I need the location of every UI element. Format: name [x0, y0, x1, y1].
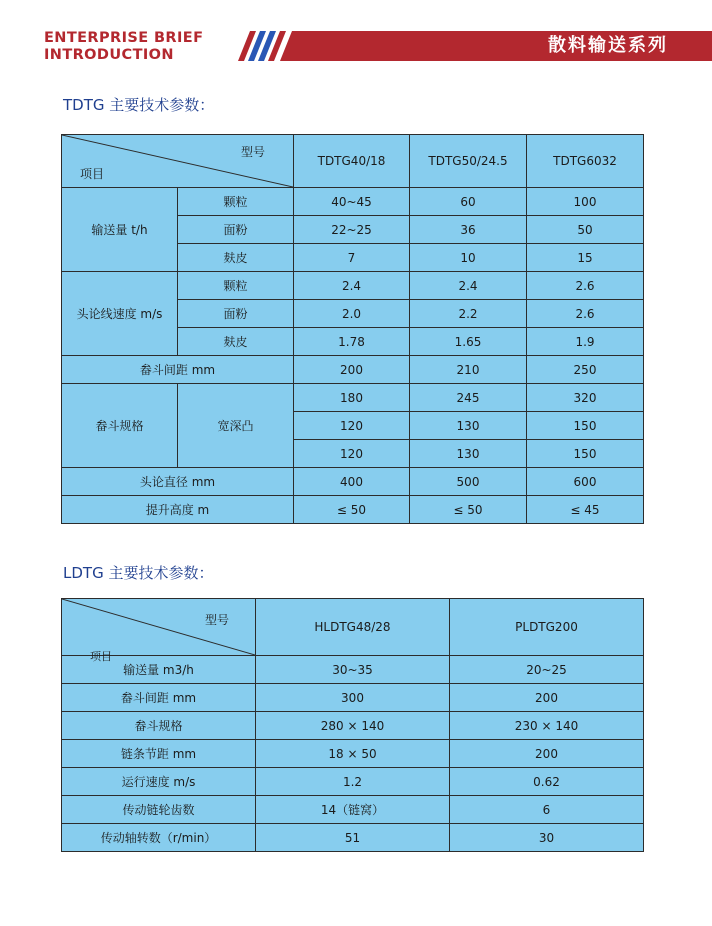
- table-cell: 2.4: [294, 272, 410, 300]
- table-cell: 7: [294, 244, 410, 272]
- ldtg-section-title: LDTG 主要技术参数：: [63, 564, 214, 582]
- table-cell: 210: [410, 356, 527, 384]
- table-cell: 230 × 140: [450, 712, 644, 740]
- table-cell: 400: [294, 468, 410, 496]
- table-cell: 200: [294, 356, 410, 384]
- table-cell: 36: [410, 216, 527, 244]
- row-label: 运行速度 m/s: [62, 768, 256, 796]
- table-row: [62, 712, 644, 740]
- table-cell: 600: [527, 468, 644, 496]
- corner-model-label: 型号: [204, 613, 229, 627]
- table-cell: ≤ 45: [527, 496, 644, 524]
- table-cell: 2.6: [527, 272, 644, 300]
- table-cell: 14（链窝）: [256, 796, 450, 824]
- table-cell: 40~45: [294, 188, 410, 216]
- row-label: 传动轴转数（r/min）: [62, 824, 256, 852]
- tdtg-spec-table: [61, 134, 644, 524]
- table-cell: 2.4: [410, 272, 527, 300]
- model-header: TDTG6032: [527, 135, 644, 188]
- table-cell: 1.9: [527, 328, 644, 356]
- table-cell: 20~25: [450, 656, 644, 684]
- corner-cell: [62, 599, 256, 656]
- brand-line-2: INTRODUCTION: [44, 47, 174, 63]
- table-cell: 2.0: [294, 300, 410, 328]
- table-row: [62, 272, 644, 300]
- pulley-label: 头论直径 mm: [62, 468, 294, 496]
- corner-item-label: 项目: [80, 167, 105, 181]
- corner-item-label: 项目: [90, 650, 112, 663]
- table-cell: 15: [527, 244, 644, 272]
- brand-line-1: ENTERPRISE BRIEF: [44, 30, 204, 46]
- table-row: [62, 824, 644, 852]
- table-cell: 320: [527, 384, 644, 412]
- bucket-label: 畚斗规格: [62, 384, 178, 468]
- table-cell: 200: [450, 740, 644, 768]
- row-label: 畚斗间距 mm: [62, 684, 256, 712]
- row-label: 输送量 m3/h: [62, 656, 256, 684]
- row-label: 畚斗规格: [62, 712, 256, 740]
- row-label: 传动链轮齿数: [62, 796, 256, 824]
- table-row: [62, 768, 644, 796]
- table-row: [62, 684, 644, 712]
- corner-cell: [62, 135, 294, 188]
- table-cell: 51: [256, 824, 450, 852]
- table-cell: 50: [527, 216, 644, 244]
- table-cell: 60: [410, 188, 527, 216]
- table-header-row: [62, 135, 644, 188]
- table-cell: 1.2: [256, 768, 450, 796]
- table-cell: 180: [294, 384, 410, 412]
- table-cell: 245: [410, 384, 527, 412]
- row-label: 链条节距 mm: [62, 740, 256, 768]
- table-cell: 150: [527, 412, 644, 440]
- table-row: [62, 656, 644, 684]
- table-cell: 1.78: [294, 328, 410, 356]
- table-cell: ≤ 50: [410, 496, 527, 524]
- table-row: [62, 468, 644, 496]
- model-header: PLDTG200: [450, 599, 644, 656]
- sub-label: 麸皮: [178, 328, 294, 356]
- speed-label: 头论线速度 m/s: [62, 272, 178, 356]
- diagonal-line: [62, 599, 255, 655]
- table-cell: 10: [410, 244, 527, 272]
- model-header: TDTG40/18: [294, 135, 410, 188]
- table-cell: ≤ 50: [294, 496, 410, 524]
- sub-label: 面粉: [178, 216, 294, 244]
- table-row: [62, 740, 644, 768]
- table-row: [62, 384, 644, 412]
- table-cell: 120: [294, 440, 410, 468]
- corner-model-label: 型号: [240, 145, 265, 159]
- brand-title: [44, 30, 203, 64]
- table-cell: 1.65: [410, 328, 527, 356]
- table-cell: 500: [410, 468, 527, 496]
- table-cell: 300: [256, 684, 450, 712]
- table-cell: 120: [294, 412, 410, 440]
- table-row: [62, 796, 644, 824]
- model-header: TDTG50/24.5: [410, 135, 527, 188]
- table-cell: 130: [410, 440, 527, 468]
- table-cell: 30: [450, 824, 644, 852]
- table-cell: 2.2: [410, 300, 527, 328]
- series-title: 散料输送系列: [548, 35, 668, 56]
- table-cell: 200: [450, 684, 644, 712]
- table-cell: 130: [410, 412, 527, 440]
- sub-label: 面粉: [178, 300, 294, 328]
- height-label: 提升高度 m: [62, 496, 294, 524]
- table-cell: 2.6: [527, 300, 644, 328]
- sub-label: 颗粒: [178, 272, 294, 300]
- table-cell: 150: [527, 440, 644, 468]
- table-row: [62, 356, 644, 384]
- table-row: [62, 188, 644, 216]
- model-header: HLDTG48/28: [256, 599, 450, 656]
- table-row: [62, 496, 644, 524]
- table-cell: 22~25: [294, 216, 410, 244]
- sub-label: 颗粒: [178, 188, 294, 216]
- table-cell: 30~35: [256, 656, 450, 684]
- bucket-sub-label: 宽深凸: [178, 384, 294, 468]
- table-cell: 100: [527, 188, 644, 216]
- table-cell: 6: [450, 796, 644, 824]
- table-cell: 0.62: [450, 768, 644, 796]
- table-cell: 18 × 50: [256, 740, 450, 768]
- table-header-row: [62, 599, 644, 656]
- tdtg-section-title: TDTG 主要技术参数：: [63, 96, 215, 114]
- sub-label: 麸皮: [178, 244, 294, 272]
- pitch-label: 畚斗间距 mm: [62, 356, 294, 384]
- capacity-label: 输送量 t/h: [62, 188, 178, 272]
- table-cell: 250: [527, 356, 644, 384]
- table-cell: 280 × 140: [256, 712, 450, 740]
- ldtg-spec-table: [61, 598, 644, 852]
